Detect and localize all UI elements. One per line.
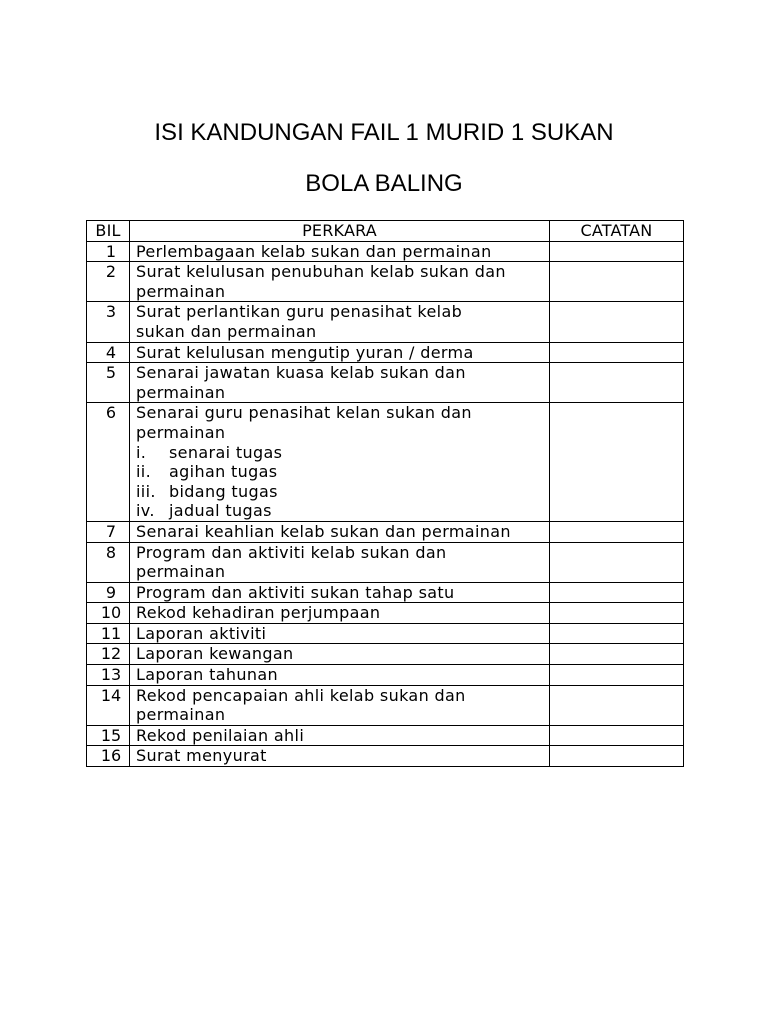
item-text-line: Surat menyurat [136, 746, 267, 766]
item-text-line: Senarai keahlian kelab sukan dan permainan [136, 521, 511, 541]
row-number: 2 [87, 262, 130, 302]
item-text-line: Laporan tahunan [136, 665, 278, 685]
row-number: 16 [87, 746, 130, 767]
row-number: 3 [87, 302, 130, 342]
item-text-line: sukan dan permainan [136, 321, 317, 341]
header-bil: BIL [87, 221, 130, 242]
row-number: 1 [87, 241, 130, 262]
sub-item [136, 501, 549, 521]
table-row [87, 262, 684, 302]
sub-item-numeral: iv. [136, 501, 155, 521]
table-row [87, 302, 684, 342]
item-text-line: Surat perlantikan guru penasihat kelab [136, 302, 463, 322]
row-notes-cell[interactable] [550, 363, 684, 403]
row-item [130, 644, 550, 665]
table-row [87, 241, 684, 262]
row-item [130, 582, 550, 603]
item-text-line: Rekod pencapaian ahli kelab sukan dan [136, 685, 466, 705]
row-notes-cell[interactable] [550, 241, 684, 262]
table-row [87, 603, 684, 624]
row-item [130, 725, 550, 746]
row-number: 14 [87, 685, 130, 725]
row-item [130, 302, 550, 342]
row-number: 7 [87, 521, 130, 542]
row-item [130, 403, 550, 522]
row-notes-cell[interactable] [550, 262, 684, 302]
row-notes-cell[interactable] [550, 342, 684, 363]
row-item [130, 603, 550, 624]
row-notes-cell[interactable] [550, 623, 684, 644]
table-row [87, 542, 684, 582]
sub-item [136, 462, 549, 482]
item-text-line: Rekod kehadiran perjumpaan [136, 603, 381, 623]
row-number: 5 [87, 363, 130, 403]
sub-item-text: bidang tugas [169, 481, 278, 501]
row-item [130, 521, 550, 542]
item-text-line: Program dan aktiviti kelab sukan dan [136, 542, 447, 562]
table-row [87, 342, 684, 363]
item-text-line: permainan [136, 562, 226, 582]
table-row [87, 403, 684, 522]
row-item [130, 542, 550, 582]
row-item [130, 363, 550, 403]
item-text-line: permainan [136, 422, 226, 442]
document-title: ISI KANDUNGAN FAIL 1 MURID 1 SUKAN [154, 119, 614, 146]
contents-table [86, 220, 684, 767]
row-notes-cell[interactable] [550, 302, 684, 342]
row-item [130, 685, 550, 725]
row-item [130, 665, 550, 686]
row-number: 4 [87, 342, 130, 363]
item-text-line: Perlembagaan kelab sukan dan permainan [136, 241, 492, 261]
header-perkara: PERKARA [130, 221, 550, 242]
document-subtitle: BOLA BALING [305, 170, 463, 197]
row-item [130, 262, 550, 302]
row-notes-cell[interactable] [550, 746, 684, 767]
table-row [87, 582, 684, 603]
row-notes-cell[interactable] [550, 582, 684, 603]
row-notes-cell[interactable] [550, 521, 684, 542]
row-item [130, 623, 550, 644]
sub-item-numeral: i. [136, 442, 147, 462]
item-text-line: Laporan kewangan [136, 644, 294, 664]
row-number: 11 [87, 623, 130, 644]
item-text-line: Senarai jawatan kuasa kelab sukan dan [136, 363, 466, 383]
row-notes-cell[interactable] [550, 603, 684, 624]
row-number: 13 [87, 665, 130, 686]
header-row [87, 221, 684, 242]
row-notes-cell[interactable] [550, 644, 684, 665]
sub-item-text: senarai tugas [169, 442, 283, 462]
item-text-line: Senarai guru penasihat kelan sukan dan [136, 403, 472, 423]
row-number: 15 [87, 725, 130, 746]
row-item [130, 342, 550, 363]
item-text-line: permainan [136, 382, 226, 402]
table-row [87, 665, 684, 686]
table-body [87, 241, 684, 766]
row-notes-cell[interactable] [550, 685, 684, 725]
item-text-line: permainan [136, 281, 226, 301]
row-notes-cell[interactable] [550, 665, 684, 686]
row-number: 12 [87, 644, 130, 665]
header-catatan: CATATAN [550, 221, 684, 242]
sub-item [136, 443, 549, 463]
item-text-line: Laporan aktiviti [136, 623, 267, 643]
row-number: 6 [87, 403, 130, 522]
sub-item-text: jadual tugas [169, 501, 272, 521]
item-text-line: Surat kelulusan penubuhan kelab sukan dan [136, 262, 506, 282]
row-number: 8 [87, 542, 130, 582]
sub-item-numeral: iii. [136, 481, 156, 501]
table-row [87, 623, 684, 644]
row-notes-cell[interactable] [550, 725, 684, 746]
table-row [87, 644, 684, 665]
item-text-line: Program dan aktiviti sukan tahap satu [136, 582, 455, 602]
sub-item-text: agihan tugas [169, 462, 278, 482]
item-text-line: Rekod penilaian ahli [136, 725, 305, 745]
table-row [87, 521, 684, 542]
row-item [130, 746, 550, 767]
sub-item-numeral: ii. [136, 462, 152, 482]
row-item [130, 241, 550, 262]
table-row [87, 685, 684, 725]
table-row [87, 363, 684, 403]
row-number: 9 [87, 582, 130, 603]
table-row [87, 746, 684, 767]
row-notes-cell[interactable] [550, 542, 684, 582]
table-header [87, 221, 684, 242]
row-notes-cell[interactable] [550, 403, 684, 522]
row-number: 10 [87, 603, 130, 624]
item-text-line: permainan [136, 705, 226, 725]
sub-item [136, 482, 549, 502]
item-text-line: Surat kelulusan mengutip yuran / derma [136, 342, 474, 362]
table-row [87, 725, 684, 746]
